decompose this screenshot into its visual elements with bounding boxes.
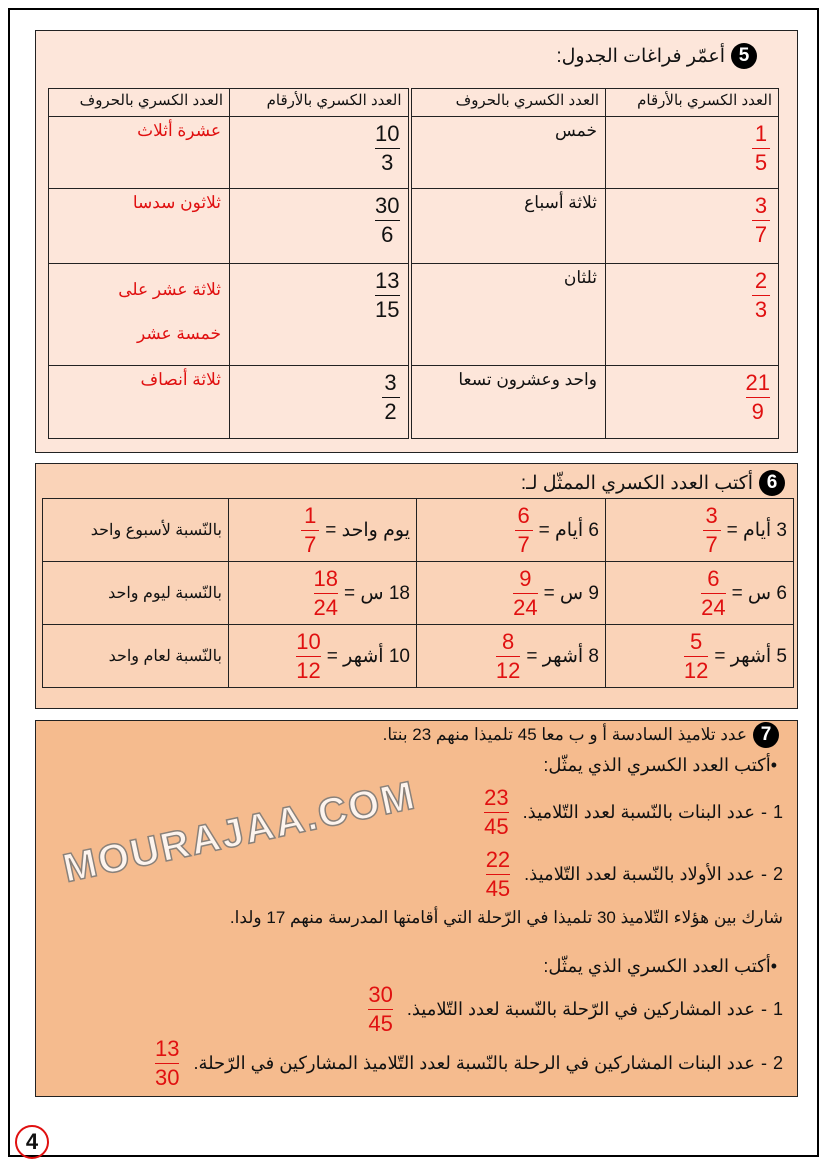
fraction — [513, 566, 537, 621]
denominator: 9 — [751, 399, 764, 424]
cell — [417, 499, 606, 562]
denominator: 12 — [495, 657, 521, 683]
cell — [606, 499, 794, 562]
quantity-label: 8 أشهر = — [526, 645, 599, 667]
prompt-2: •أكتب العدد الكسري الذي يمثّل: — [543, 956, 777, 976]
exercise-7-intro — [383, 722, 779, 748]
numerator: 18 — [313, 565, 338, 591]
numerator: 30 — [375, 193, 400, 218]
numerator: 3 — [384, 370, 397, 395]
cell — [230, 189, 410, 264]
fraction — [703, 503, 721, 558]
quantity-label: 18 س = — [344, 582, 410, 604]
answer-fraction — [155, 1036, 179, 1091]
exercise-instruction: أعمّر فراغات الجدول: — [556, 45, 725, 67]
question-2 — [486, 847, 783, 902]
answer-cell: ثلاثة أنصاف — [49, 366, 230, 439]
question-text: عدد الأولاد بالنّسبة لعدد التّلاميذ. — [524, 864, 755, 884]
numerator: 10 — [296, 628, 321, 654]
fraction — [296, 629, 320, 684]
cell: ثلاثة أسباع — [410, 189, 606, 264]
denominator: 24 — [313, 594, 338, 620]
numerator: 1 — [304, 502, 317, 528]
answer-cell: عشرة أثلاث — [49, 117, 230, 189]
fraction — [752, 193, 770, 248]
fraction — [684, 629, 708, 684]
exercise-number-badge: 7 — [753, 722, 779, 748]
denominator: 3 — [381, 150, 394, 175]
question-number: 1 — [772, 999, 783, 1019]
quantity-label: 6 س = — [731, 582, 787, 604]
cell — [229, 625, 417, 688]
answer-fraction — [368, 982, 392, 1037]
cell — [230, 366, 410, 439]
exercise-5 — [35, 30, 798, 453]
exercise-6-title — [521, 470, 785, 496]
answer-fraction — [486, 847, 510, 902]
table-row — [49, 366, 779, 439]
table-row — [49, 117, 779, 189]
numerator: 30 — [368, 982, 393, 1007]
dash: - — [760, 1053, 767, 1073]
cell — [230, 117, 410, 189]
fraction — [314, 566, 338, 621]
exercise-number-badge: 5 — [731, 43, 757, 69]
dash: - — [760, 864, 767, 884]
numerator: 13 — [154, 1036, 180, 1061]
fraction — [375, 193, 399, 248]
numerator: 1 — [754, 121, 768, 146]
quantity-label: 9 س = — [543, 582, 599, 604]
numerator: 13 — [375, 268, 400, 293]
cell — [417, 625, 606, 688]
denominator: 45 — [485, 876, 511, 901]
cell — [417, 562, 606, 625]
exercise-5-title — [556, 43, 757, 69]
denominator: 45 — [368, 1011, 393, 1036]
numerator: 2 — [754, 268, 768, 293]
question-number: 2 — [772, 864, 783, 884]
exercise-6 — [35, 463, 798, 709]
quantity-label: 6 أيام = — [538, 519, 599, 541]
denominator: 6 — [381, 222, 394, 247]
problem-statement: عدد تلاميذ السادسة أ و ب معا 45 تلميذا منهم 23 بنتا. — [382, 725, 747, 744]
exercise-number-badge: 6 — [759, 470, 785, 496]
question-4 — [155, 1036, 783, 1091]
exercise-7 — [35, 720, 798, 1097]
fraction — [382, 370, 400, 425]
answer-fraction — [484, 785, 508, 840]
cell: واحد وعشرون تسعا — [410, 366, 606, 439]
numerator: 9 — [519, 565, 532, 591]
answer-cell: ثلاثون سدسا — [49, 189, 230, 264]
watermark: MOURAJAA.COM — [59, 773, 421, 891]
quantity-label: يوم واحد = — [325, 519, 410, 541]
cell: خمس — [410, 117, 606, 189]
denominator: 12 — [683, 657, 709, 683]
fraction — [515, 503, 533, 558]
numerator: 3 — [754, 193, 768, 218]
cell — [606, 189, 779, 264]
numerator: 6 — [707, 565, 720, 591]
quantity-label: 3 أيام = — [726, 519, 787, 541]
fraction — [301, 503, 319, 558]
table-row — [43, 499, 794, 562]
reference-cell: بالنّسبة ليوم واحد — [43, 562, 229, 625]
dash: - — [760, 999, 767, 1019]
fraction — [752, 121, 770, 176]
denominator: 15 — [375, 297, 400, 322]
cell: ثلثان — [410, 264, 606, 366]
table-row — [49, 264, 779, 366]
question-number: 2 — [772, 1053, 783, 1073]
cell — [229, 562, 417, 625]
question-3 — [368, 982, 783, 1037]
numerator: 8 — [501, 628, 515, 654]
quantity-label: 5 أشهر = — [714, 645, 787, 667]
quantity-label: 10 أشهر = — [326, 645, 410, 667]
numerator: 5 — [689, 628, 703, 654]
table-row — [43, 562, 794, 625]
numerator: 6 — [517, 502, 530, 528]
denominator: 2 — [384, 399, 397, 424]
denominator: 7 — [705, 531, 718, 557]
question-number: 1 — [772, 802, 783, 822]
fraction — [752, 268, 770, 323]
cell — [229, 499, 417, 562]
prompt-1: •أكتب العدد الكسري الذي يمثّل: — [543, 755, 777, 775]
numerator: 21 — [745, 370, 770, 395]
reference-cell: بالنّسبة لأسبوع واحد — [43, 499, 229, 562]
numerator: 3 — [705, 502, 718, 528]
cell — [606, 562, 794, 625]
column-header: العدد الكسري بالأرقام — [606, 89, 779, 117]
numerator: 22 — [485, 847, 511, 872]
denominator: 45 — [484, 814, 509, 839]
question-text: عدد المشاركين في الرّحلة بالنّسبة لعدد التّلاميذ. — [406, 999, 755, 1019]
paragraph: شارك بين هؤلاء التّلاميذ 30 تلميذا في الرّحلة التي أقامتها المدرسة منهم 17 ولدا. — [229, 908, 783, 927]
fraction — [375, 121, 399, 176]
table-header-row — [49, 89, 779, 117]
denominator: 3 — [754, 297, 768, 322]
answer-cell: ثلاثة عشر على خمسة عشر — [49, 264, 230, 366]
page-number: 4 — [15, 1125, 49, 1159]
exercise-instruction: أكتب العدد الكسري الممثّل لـ: — [520, 472, 753, 494]
denominator: 5 — [754, 150, 768, 175]
reference-cell: بالنّسبة لعام واحد — [43, 625, 229, 688]
fraction — [375, 268, 399, 323]
denominator: 24 — [701, 594, 726, 620]
question-text: عدد البنات بالنّسبة لعدد التّلاميذ. — [522, 802, 755, 822]
numerator: 10 — [375, 121, 400, 146]
denominator: 7 — [517, 531, 530, 557]
denominator: 12 — [296, 657, 321, 683]
cell — [230, 264, 410, 366]
cell — [606, 625, 794, 688]
column-header: العدد الكسري بالحروف — [49, 89, 230, 117]
dash: - — [760, 802, 767, 822]
time-fractions-table — [42, 498, 794, 688]
table-row — [43, 625, 794, 688]
denominator: 7 — [754, 222, 768, 247]
cell — [606, 264, 779, 366]
numerator: 23 — [484, 785, 509, 810]
denominator: 7 — [304, 531, 317, 557]
column-header: العدد الكسري بالحروف — [410, 89, 606, 117]
fraction — [701, 566, 725, 621]
denominator: 30 — [154, 1065, 180, 1090]
question-text: عدد البنات المشاركين في الرحلة بالنّسبة لعدد التّلاميذ المشاركين في الرّحلة. — [193, 1053, 755, 1073]
fractions-table — [48, 88, 779, 439]
fraction — [496, 629, 520, 684]
fraction — [746, 370, 770, 425]
cell — [606, 366, 779, 439]
column-header: العدد الكسري بالأرقام — [230, 89, 410, 117]
cell — [606, 117, 779, 189]
question-1 — [484, 785, 783, 840]
table-row — [49, 189, 779, 264]
denominator: 24 — [513, 594, 538, 620]
